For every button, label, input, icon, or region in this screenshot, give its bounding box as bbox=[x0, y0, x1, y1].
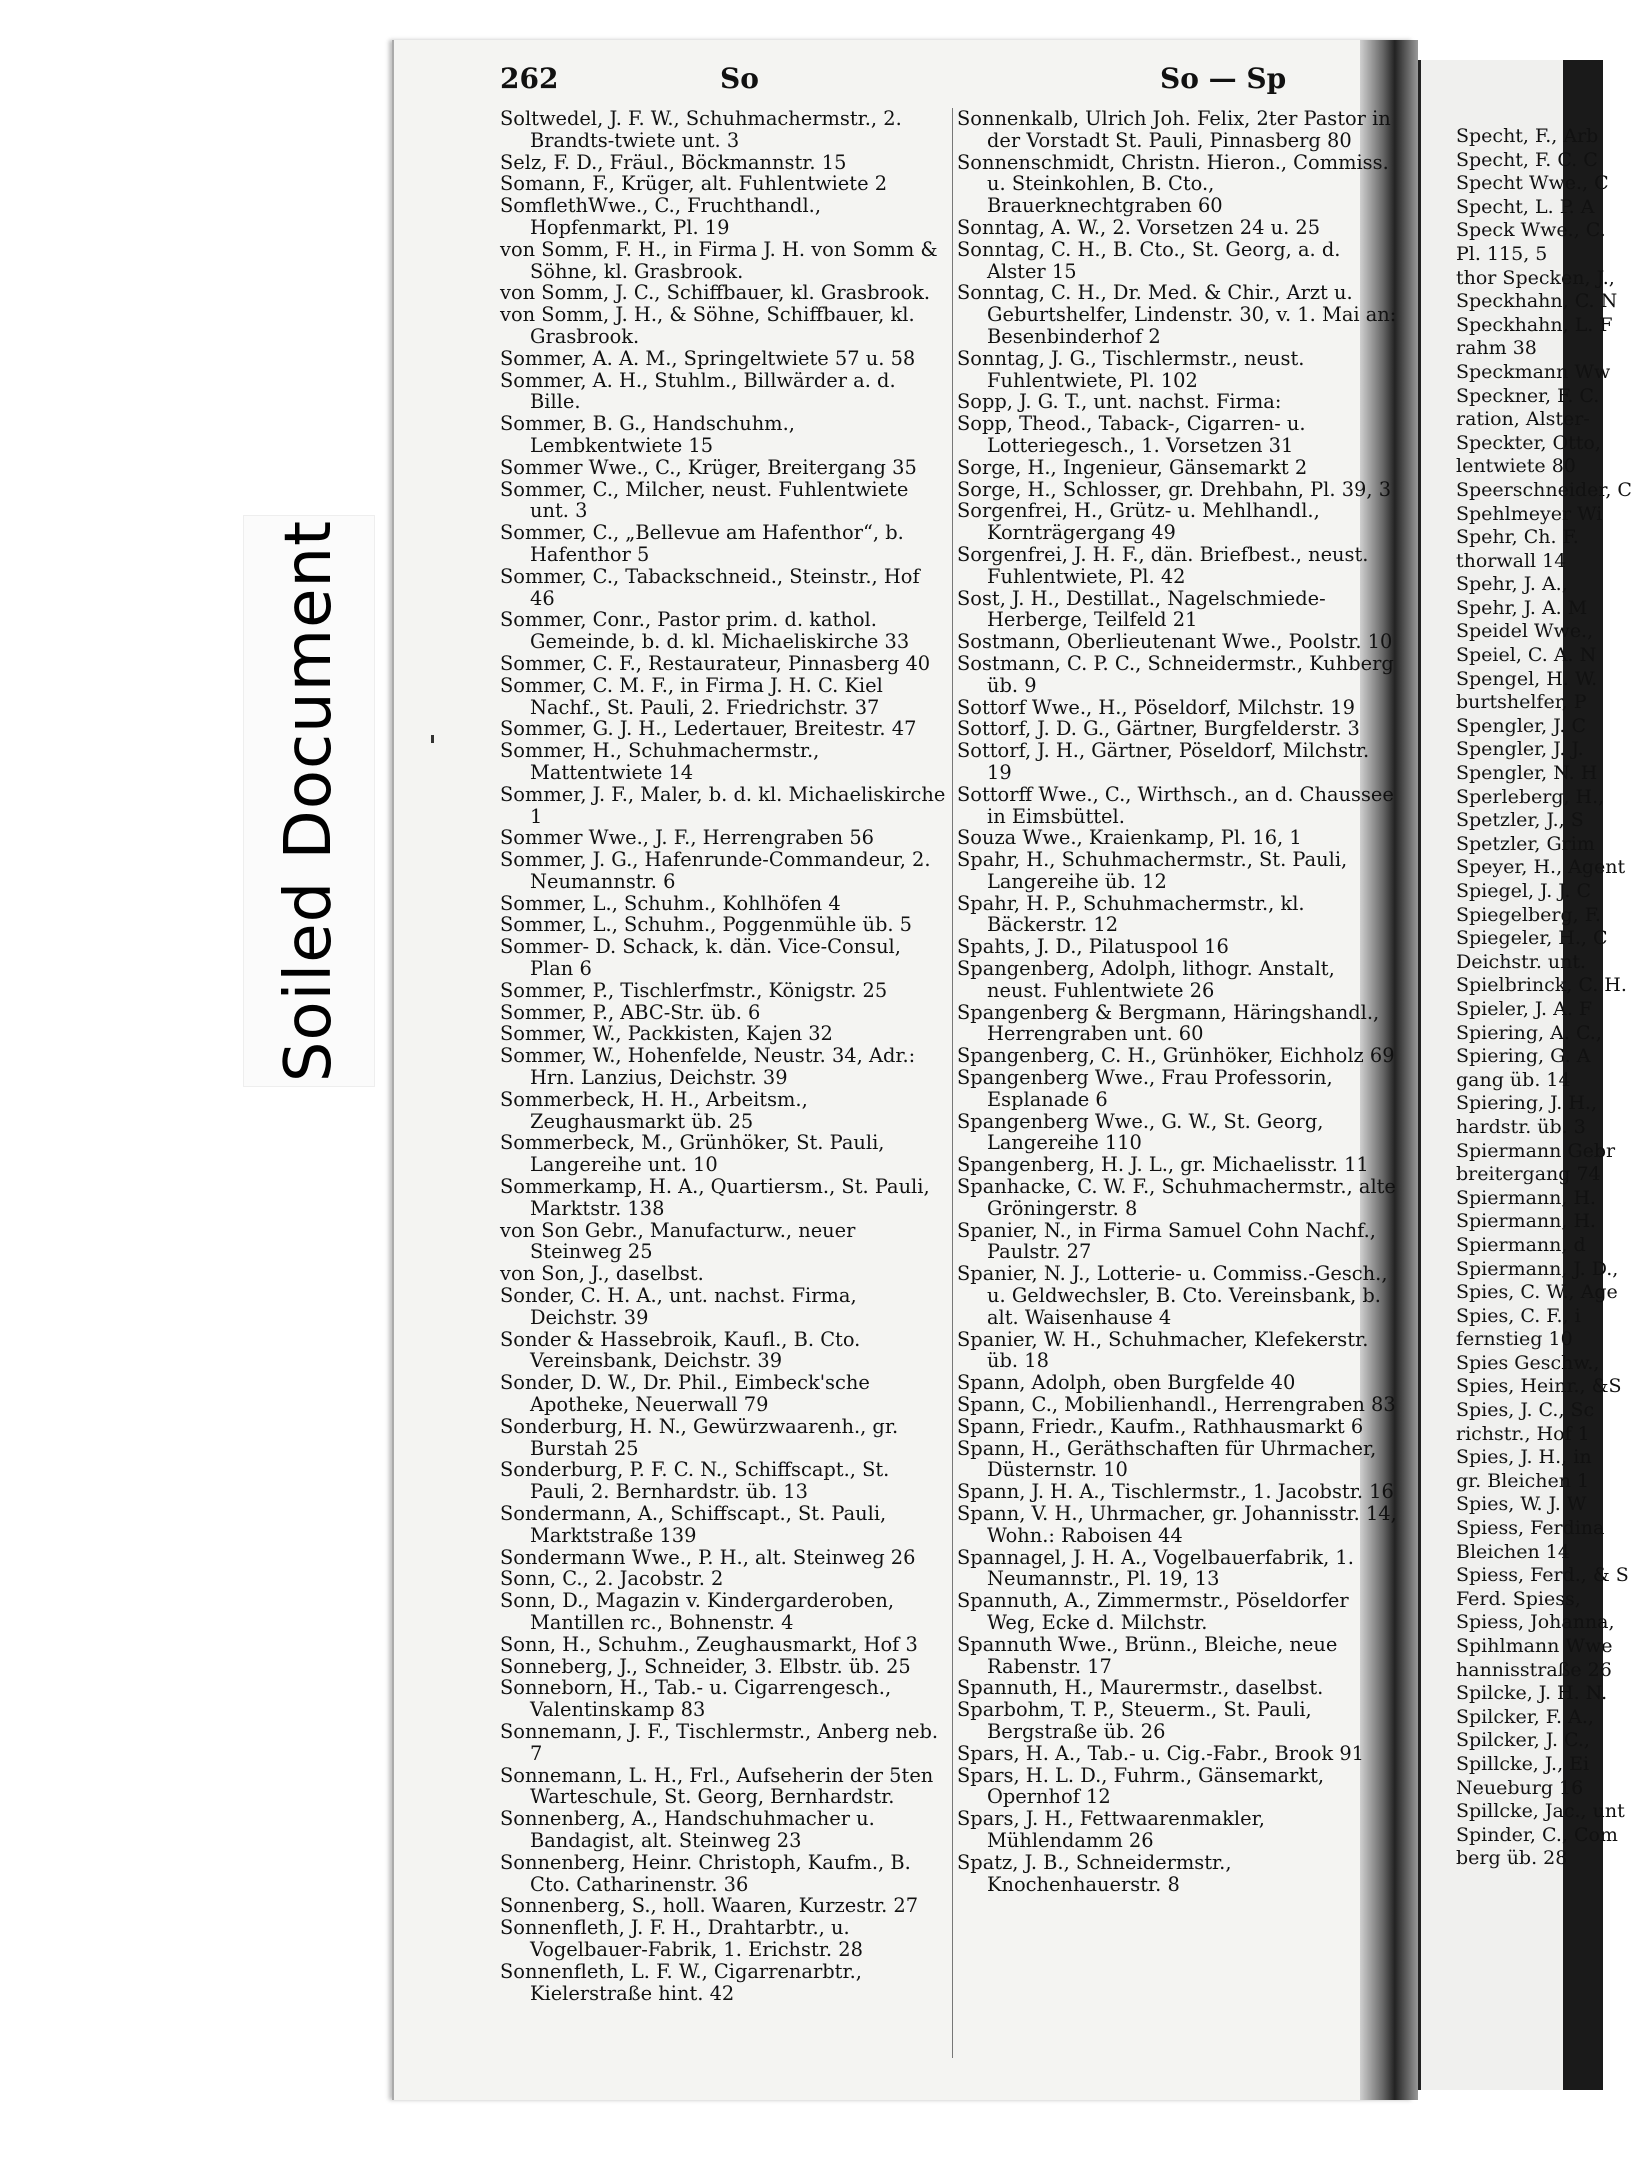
directory-entry: von Son, J., daselbst. bbox=[500, 1262, 704, 1286]
directory-entry: Sommer Wwe., C., Krüger, Breitergang 35 bbox=[500, 455, 917, 479]
directory-entry: Sonneberg, J., Schneider, 3. Elbstr. üb. 25 bbox=[500, 1654, 911, 1678]
directory-entry: Sommer, B. G., Handschuhm., Lembkentwiete 15 bbox=[500, 412, 795, 457]
directory-entry: Spars, J. H., Fettwaarenmakler, Mühlendamm 26 bbox=[957, 1807, 1265, 1852]
directory-entry: Somann, F., Krüger, alt. Fuhlentwiete 2 bbox=[500, 172, 888, 196]
directory-entry: Spetzler, Grim bbox=[1456, 832, 1595, 855]
directory-entry: Speck Wwe., C. bbox=[1456, 219, 1606, 242]
left-column bbox=[500, 108, 950, 2004]
directory-entry: Spiegel, J. J. C bbox=[1456, 880, 1592, 902]
directory-entry: Sottorff Wwe., C., Wirthsch., an d. Chaussee in Eimsbüttel. bbox=[957, 782, 1394, 828]
directory-entry: Sottorf, J. H., Gärtner, Pöseldorf, Milchstr. 19 bbox=[957, 739, 1370, 784]
directory-entry: Sorge, H., Ingenieur, Gänsemarkt 2 bbox=[957, 455, 1308, 479]
directory-entry: von Son Gebr., Manufacturw., neuer Steinweg 25 bbox=[500, 1218, 856, 1264]
directory-entry: Spanier, W. H., Schuhmacher, Klefekerstr. üb. 18 bbox=[957, 1327, 1369, 1373]
directory-entry: Spiermann, d bbox=[1456, 1233, 1586, 1256]
directory-entry: Spann, J. H. A., Tischlermstr., 1. Jacobstr. 16 bbox=[957, 1480, 1394, 1504]
directory-entry: Sonn, D., Magazin v. Kindergarderoben, Mantillen rc., Bohnenstr. 4 bbox=[500, 1589, 894, 1634]
directory-entry: berg üb. 28 bbox=[1456, 1847, 1568, 1870]
directory-entry: Sopp, Theod., Taback-, Cigarren- u. Lotteriegesch., 1. Vorsetzen 31 bbox=[957, 412, 1306, 457]
directory-entry: Sonntag, A. W., 2. Vorsetzen 24 u. 25 bbox=[957, 215, 1321, 239]
column-divider bbox=[952, 108, 953, 2058]
directory-entry: gr. Bleichen 1 bbox=[1456, 1469, 1590, 1492]
directory-entry: Sottorf Wwe., H., Pöseldorf, Milchstr. 19 bbox=[957, 695, 1355, 719]
directory-entry: Spangenberg, Adolph, lithogr. Anstalt, neust. Fuhlentwiete 26 bbox=[957, 957, 1335, 1002]
directory-entry: Speyer, H., Agent bbox=[1456, 856, 1626, 879]
directory-entry: Soltwedel, J. F. W., Schuhmachermstr., 2. Brandts-twiete unt. 3 bbox=[500, 107, 902, 152]
directory-entry: richstr., Hof 1 bbox=[1456, 1422, 1590, 1445]
directory-entry: Spies Geschw., bbox=[1456, 1351, 1600, 1374]
directory-entry: gang üb. 14 bbox=[1456, 1068, 1571, 1091]
header-left-label: So bbox=[720, 62, 759, 95]
directory-entry: Spiermann Gebr bbox=[1456, 1139, 1616, 1162]
directory-entry: Sommer, A. A. M., Springeltwiete 57 u. 58 bbox=[500, 346, 916, 370]
directory-entry: Spanier, N., in Firma Samuel Cohn Nachf., Paulstr. 27 bbox=[957, 1218, 1376, 1264]
directory-entry: Pl. 115, 5 bbox=[1456, 242, 1548, 265]
directory-entry: Spiegelberg, F. bbox=[1456, 903, 1601, 926]
directory-entry: Spangenberg Wwe., Frau Professorin, Esplanade 6 bbox=[957, 1066, 1333, 1111]
directory-entry: lentwiete 80 bbox=[1456, 455, 1576, 478]
directory-entry: Spengel, H. W. bbox=[1456, 667, 1598, 690]
directory-entry: Spangenberg & Bergmann, Häringshandl., Herrengraben unt. 60 bbox=[957, 1000, 1380, 1046]
directory-entry: Sonnenberg, Heinr. Christoph, Kaufm., B. Cto. Catharinenstr. 36 bbox=[500, 1850, 911, 1896]
directory-entry: Sonnenfleth, J. F. H., Drahtarbtr., u. Vogelbauer-Fabrik, 1. Erichstr. 28 bbox=[500, 1916, 863, 1961]
directory-entry: thor Specken, J., bbox=[1456, 266, 1615, 289]
directory-entry: Sostmann, Oberlieutenant Wwe., Poolstr. 10 bbox=[957, 630, 1393, 654]
directory-entry: Sonn, C., 2. Jacobstr. 2 bbox=[500, 1567, 724, 1591]
directory-entry: Sonnemann, J. F., Tischlermstr., Anberg neb. 7 bbox=[500, 1719, 939, 1765]
directory-entry: Spanhacke, C. W. F., Schuhmachermstr., alte Gröningerstr. 8 bbox=[957, 1175, 1396, 1220]
directory-entry: Sonnenkalb, Ulrich Joh. Felix, 2ter Pastor in der Vorstadt St. Pauli, Pinnasberg 80 bbox=[957, 107, 1391, 152]
directory-entry: Speckner, F. C. bbox=[1456, 384, 1600, 407]
directory-entry: hardstr. üb. 3 bbox=[1456, 1115, 1586, 1138]
directory-entry: Spann, Friedr., Kaufm., Rathhausmarkt 6 bbox=[957, 1414, 1364, 1438]
directory-entry: Specht, F., Arb bbox=[1456, 125, 1599, 147]
directory-entry: Spannuth, H., Maurermstr., daselbst. bbox=[957, 1676, 1324, 1700]
directory-entry: Spehr, J. A. M bbox=[1456, 596, 1588, 619]
directory-entry: Spihlmann Wwe bbox=[1456, 1635, 1613, 1657]
directory-entry: Spannuth Wwe., Brünn., Bleiche, neue Rabenstr. 17 bbox=[957, 1632, 1338, 1678]
directory-entry: Sottorf, J. D. G., Gärtner, Burgfelderstr. 3 bbox=[957, 717, 1360, 741]
directory-entry: Neueburg 16 bbox=[1456, 1776, 1584, 1799]
directory-entry: Sparbohm, T. P., Steuerm., St. Pauli, Bergstraße üb. 26 bbox=[957, 1698, 1312, 1743]
directory-entry: Sommerbeck, M., Grünhöker, St. Pauli, Langereihe unt. 10 bbox=[500, 1131, 885, 1177]
directory-entry: Specht, F. C. C bbox=[1456, 148, 1598, 171]
directory-entry: Spars, H. A., Tab.- u. Cig.-Fabr., Brook 91 bbox=[957, 1741, 1364, 1765]
directory-entry: Spies, J. H., in bbox=[1456, 1446, 1592, 1469]
directory-entry: Sommer, J. F., Maler, b. d. kl. Michaeliskirche 1 bbox=[500, 782, 946, 828]
directory-entry: Sost, J. H., Destillat., Nagelschmiede-Herberge, Teilfeld 21 bbox=[957, 586, 1326, 632]
directory-entry: Spannagel, J. H. A., Vogelbauerfabrik, 1. Neumannstr., Pl. 19, 13 bbox=[957, 1545, 1354, 1591]
directory-entry: thorwall 14 bbox=[1456, 549, 1567, 572]
directory-entry: Deichstr. unt. bbox=[1456, 950, 1587, 973]
directory-entry: Spiering, J. H., bbox=[1456, 1092, 1598, 1115]
directory-entry: Sonnenfleth, L. F. W., Cigarrenarbtr., Kielerstraße hint. 42 bbox=[500, 1959, 862, 2005]
directory-entry: Sorgenfrei, H., Grütz- u. Mehlhandl., Kornträgergang 49 bbox=[957, 499, 1320, 545]
directory-entry: Sorgenfrei, J. H. F., dän. Briefbest., neust. Fuhlentwiete, Pl. 42 bbox=[957, 542, 1369, 588]
directory-entry: Spengler, J. C bbox=[1456, 714, 1586, 737]
directory-entry: Sonderburg, P. F. C. N., Schiffscapt., St. Pauli, 2. Bernhardstr. üb. 13 bbox=[500, 1458, 890, 1504]
directory-entry: Sommer, W., Hohenfelde, Neustr. 34, Adr.: Hrn. Lanzius, Deichstr. 39 bbox=[500, 1044, 916, 1090]
directory-entry: Spies, W. J. W bbox=[1456, 1493, 1587, 1516]
directory-entry: Sonn, H., Schuhm., Zeughausmarkt, Hof 3 bbox=[500, 1632, 918, 1656]
directory-entry: Spehr, Ch. F. bbox=[1456, 526, 1579, 549]
directory-entry: Sorge, H., Schlosser, gr. Drehbahn, Pl. 39, 3 bbox=[957, 477, 1392, 501]
directory-entry: Sonnenschmidt, Christn. Hieron., Commiss. u. Steinkohlen, B. Cto., Brauerknechtgraben 60 bbox=[957, 150, 1389, 218]
directory-entry: Sommer, C. F., Restaurateur, Pinnasberg 40 bbox=[500, 651, 931, 675]
page-number: 262 bbox=[500, 62, 559, 95]
directory-entry: Sommer, G. J. H., Ledertauer, Breitestr. 47 bbox=[500, 717, 917, 741]
directory-entry: ration, Alster- bbox=[1456, 408, 1590, 431]
directory-entry: Spillcke, J., Ei bbox=[1456, 1752, 1590, 1775]
directory-entry: Speckmann Ww bbox=[1456, 360, 1611, 383]
scanner-background bbox=[0, 0, 380, 2177]
directory-entry: Sommer, C., Milcher, neust. Fuhlentwiete unt. 3 bbox=[500, 477, 909, 523]
directory-entry: Sonder, D. W., Dr. Phil., Eimbeck'sche Apotheke, Neuerwall 79 bbox=[500, 1371, 870, 1417]
directory-entry: Speerschneider, C bbox=[1456, 478, 1632, 501]
page-header bbox=[500, 62, 1390, 102]
directory-entry: Spann, C., Mobilienhandl., Herrengraben 83 bbox=[957, 1393, 1396, 1417]
directory-entry: breitergang 74 bbox=[1456, 1163, 1601, 1186]
directory-entry: Selz, F. D., Fräul., Böckmannstr. 15 bbox=[500, 150, 847, 174]
soiled-document-stamp bbox=[243, 515, 375, 1087]
directory-entry: Sommer, J. G., Hafenrunde-Commandeur, 2. Neumannstr. 6 bbox=[500, 848, 931, 893]
directory-entry: Sommer- D. Schack, k. dän. Vice-Consul, Plan 6 bbox=[500, 935, 901, 981]
directory-entry: Sonnenberg, A., Handschuhmacher u. Bandagist, alt. Steinweg 23 bbox=[500, 1807, 875, 1852]
directory-entry: Spiegeler, H., C bbox=[1456, 927, 1608, 950]
directory-entry: von Somm, F. H., in Firma J. H. von Somm & Söhne, kl. Grasbrook. bbox=[500, 237, 938, 283]
directory-entry: rahm 38 bbox=[1456, 337, 1537, 360]
directory-entry: Sommer, C., Tabackschneid., Steinstr., Hof 46 bbox=[500, 564, 920, 610]
directory-entry: Sondermann Wwe., P. H., alt. Steinweg 26 bbox=[500, 1545, 916, 1569]
directory-entry: SomflethWwe., C., Fruchthandl., Hopfenmarkt, Pl. 19 bbox=[500, 194, 821, 239]
directory-entry: Spielbrinck, C. H. bbox=[1456, 974, 1627, 997]
directory-entry: Sonneborn, H., Tab.- u. Cigarrengesch., Valentinskamp 83 bbox=[500, 1676, 892, 1722]
directory-entry: Spahr, H., Schuhmachermstr., St. Pauli, Langereihe üb. 12 bbox=[957, 848, 1348, 893]
directory-entry: Spann, V. H., Uhrmacher, gr. Johannisstr. 14, Wohn.: Raboisen 44 bbox=[957, 1502, 1397, 1547]
directory-entry: Sommer, L., Schuhm., Kohlhöfen 4 bbox=[500, 891, 841, 915]
directory-entry: Spars, H. L. D., Fuhrm., Gänsemarkt, Opernhof 12 bbox=[957, 1763, 1325, 1809]
directory-entry: Specht Wwe., C bbox=[1456, 172, 1609, 195]
directory-entry: Sonder, C. H. A., unt. nachst. Firma, Deichstr. 39 bbox=[500, 1284, 857, 1329]
directory-entry: Spann, Adolph, oben Burgfelde 40 bbox=[957, 1371, 1296, 1395]
directory-entry: Spehr, J. A., bbox=[1456, 573, 1568, 596]
directory-entry: Speidel Wwe., bbox=[1456, 620, 1594, 643]
directory-entry: Sommer Wwe., J. F., Herrengraben 56 bbox=[500, 826, 874, 850]
directory-entry: Sonntag, J. G., Tischlermstr., neust. Fuhlentwiete, Pl. 102 bbox=[957, 346, 1305, 392]
directory-entry: Spies, C. F., i bbox=[1456, 1304, 1581, 1327]
directory-entry: Spengler, N. H bbox=[1456, 762, 1598, 785]
right-column bbox=[957, 108, 1397, 1895]
directory-entry: Spahts, J. D., Pilatuspool 16 bbox=[957, 935, 1229, 959]
directory-entry: Spilcker, J. C., bbox=[1456, 1729, 1590, 1752]
directory-entry: Spanier, N. J., Lotterie- u. Commiss.-Gesch., u. Geldwechsler, B. Cto. Vereinsbank, b. alt. Waisenhause 4 bbox=[957, 1262, 1388, 1329]
directory-entry: Spieler, J. A. F bbox=[1456, 997, 1593, 1020]
directory-entry: Sommerkamp, H. A., Quartiersm., St. Pauli, Marktstr. 138 bbox=[500, 1175, 930, 1220]
directory-entry: Sommer, Conr., Pastor prim. d. kathol. Gemeinde, b. d. kl. Michaeliskirche 33 bbox=[500, 608, 910, 654]
directory-entry: von Somm, J. H., & Söhne, Schiffbauer, kl. Grasbrook. bbox=[500, 303, 915, 348]
directory-entry: Speckhahn, C. N bbox=[1456, 290, 1618, 313]
directory-entry: Spiermann, H. bbox=[1456, 1210, 1597, 1233]
directory-entry: Sommer, W., Packkisten, Kajen 32 bbox=[500, 1022, 833, 1046]
directory-entry: Spiess, Ferd., & S bbox=[1456, 1564, 1629, 1587]
directory-entry: Sommerbeck, H. H., Arbeitsm., Zeughausmarkt üb. 25 bbox=[500, 1087, 808, 1133]
directory-entry: Sondermann, A., Schiffscapt., St. Pauli, Marktstraße 139 bbox=[500, 1502, 887, 1547]
directory-entry: Sonder & Hassebroik, Kaufl., B. Cto. Vereinsbank, Deichstr. 39 bbox=[500, 1327, 861, 1373]
directory-entry: Sopp, J. G. T., unt. nachst. Firma: bbox=[957, 390, 1282, 414]
directory-entry: Spiermann, H. bbox=[1456, 1186, 1597, 1209]
directory-entry: Spiering, G. A bbox=[1456, 1045, 1591, 1068]
directory-entry: Spillcke, Jac., unt bbox=[1456, 1800, 1625, 1823]
directory-entry: Sonntag, C. H., Dr. Med. & Chir., Arzt u. Geburtshelfer, Lindenstr. 30, v. 1. Mai an: Besenbinderhof 2 bbox=[957, 281, 1397, 348]
directory-entry: Sommer, L., Schuhm., Poggenmühle üb. 5 bbox=[500, 913, 913, 937]
directory-entry: Sonnenberg, S., holl. Waaren, Kurzestr. 27 bbox=[500, 1894, 919, 1918]
directory-entry: Speiel, C. A. N bbox=[1456, 644, 1597, 667]
directory-entry: Sostmann, C. P. C., Schneidermstr., Kuhberg üb. 9 bbox=[957, 651, 1394, 697]
directory-entry: Speckter, Otto, bbox=[1456, 431, 1601, 454]
directory-entry: Spies, C. W., Age bbox=[1456, 1281, 1618, 1304]
directory-entry: Spilcke, J. H. N. bbox=[1456, 1682, 1608, 1705]
directory-entry: Spann, H., Geräthschaften für Uhrmacher, Düsternstr. 10 bbox=[957, 1436, 1377, 1482]
directory-entry: Spiess, Ferdina bbox=[1456, 1517, 1605, 1540]
directory-entry: Spengler, J. J. bbox=[1456, 738, 1584, 761]
stamp-text: Soiled Document bbox=[272, 519, 346, 1083]
directory-entry: Spahr, H. P., Schuhmachermstr., kl. Bäckerstr. 12 bbox=[957, 891, 1305, 937]
directory-entry: Spinder, C., Com bbox=[1456, 1823, 1618, 1846]
directory-entry: hannisstraße 26 bbox=[1456, 1658, 1612, 1681]
directory-entry: Bleichen 14 bbox=[1456, 1540, 1570, 1563]
directory-entry: Sommer, C. M. F., in Firma J. H. C. Kiel Nachf., St. Pauli, 2. Friedrichstr. 37 bbox=[500, 673, 883, 719]
directory-entry: Sommer, A. H., Stuhlm., Billwärder a. d. Bille. bbox=[500, 368, 896, 414]
directory-entry: Souza Wwe., Kraienkamp, Pl. 16, 1 bbox=[957, 826, 1302, 850]
directory-entry: Spies, Heinr., &S bbox=[1456, 1375, 1622, 1398]
directory-entry: Spannuth, A., Zimmermstr., Pöseldorfer Weg, Ecke d. Milchstr. bbox=[957, 1589, 1349, 1634]
directory-entry: Spangenberg Wwe., G. W., St. Georg, Langereihe 110 bbox=[957, 1109, 1324, 1155]
directory-entry: Sommer, P., ABC-Str. üb. 6 bbox=[500, 1000, 761, 1024]
directory-entry: Sperleberg, H., bbox=[1456, 785, 1605, 808]
directory-entry: Sonntag, C. H., B. Cto., St. Georg, a. d. Alster 15 bbox=[957, 237, 1341, 283]
directory-entry: Spatz, J. B., Schneidermstr., Knochenhauerstr. 8 bbox=[957, 1850, 1232, 1896]
directory-entry: Spetzler, J., S bbox=[1456, 809, 1584, 832]
directory-entry: Spiermann, J. D., bbox=[1456, 1257, 1619, 1280]
directory-entry: Sommer, H., Schuhmachermstr., Mattentwiete 14 bbox=[500, 739, 820, 784]
directory-entry: Spangenberg, C. H., Grünhöker, Eichholz 69 bbox=[957, 1044, 1395, 1068]
directory-entry: Specht, L. P. A bbox=[1456, 195, 1595, 218]
directory-entry: Speckhahn, L. F bbox=[1456, 313, 1613, 336]
directory-entry: von Somm, J. C., Schiffbauer, kl. Grasbrook. bbox=[500, 281, 931, 305]
directory-entry: Spiering, A. C., bbox=[1456, 1021, 1602, 1044]
directory-entry: Spies, J. C., Sc bbox=[1456, 1399, 1595, 1422]
directory-entry: Ferd. Spiess, bbox=[1456, 1587, 1581, 1610]
directory-entry: burtshelfer, P bbox=[1456, 691, 1587, 714]
directory-entry: Sommer, C., „Bellevue am Hafenthor“, b. Hafenthor 5 bbox=[500, 521, 904, 566]
margin-mark bbox=[431, 735, 434, 743]
header-right-label: So — Sp bbox=[1160, 62, 1287, 95]
directory-entry: fernstieg 10 bbox=[1456, 1328, 1573, 1351]
directory-entry: Spiess, Johanna, bbox=[1456, 1611, 1615, 1634]
directory-entry: Spilcker, F. A., bbox=[1456, 1705, 1594, 1728]
next-page-column bbox=[1456, 125, 1632, 1871]
directory-entry: Sonnemann, L. H., Frl., Aufseherin der 5ten Warteschule, St. Georg, Bernhardstr. bbox=[500, 1763, 934, 1809]
directory-entry: Sommer, P., Tischlerfmstr., Königstr. 25 bbox=[500, 978, 888, 1002]
directory-entry: Spangenberg, H. J. L., gr. Michaelisstr. 11 bbox=[957, 1153, 1369, 1177]
directory-entry: Spehlmeyer Wi bbox=[1456, 502, 1603, 525]
directory-entry: Sonderburg, H. N., Gewürzwaarenh., gr. Burstah 25 bbox=[500, 1414, 899, 1460]
